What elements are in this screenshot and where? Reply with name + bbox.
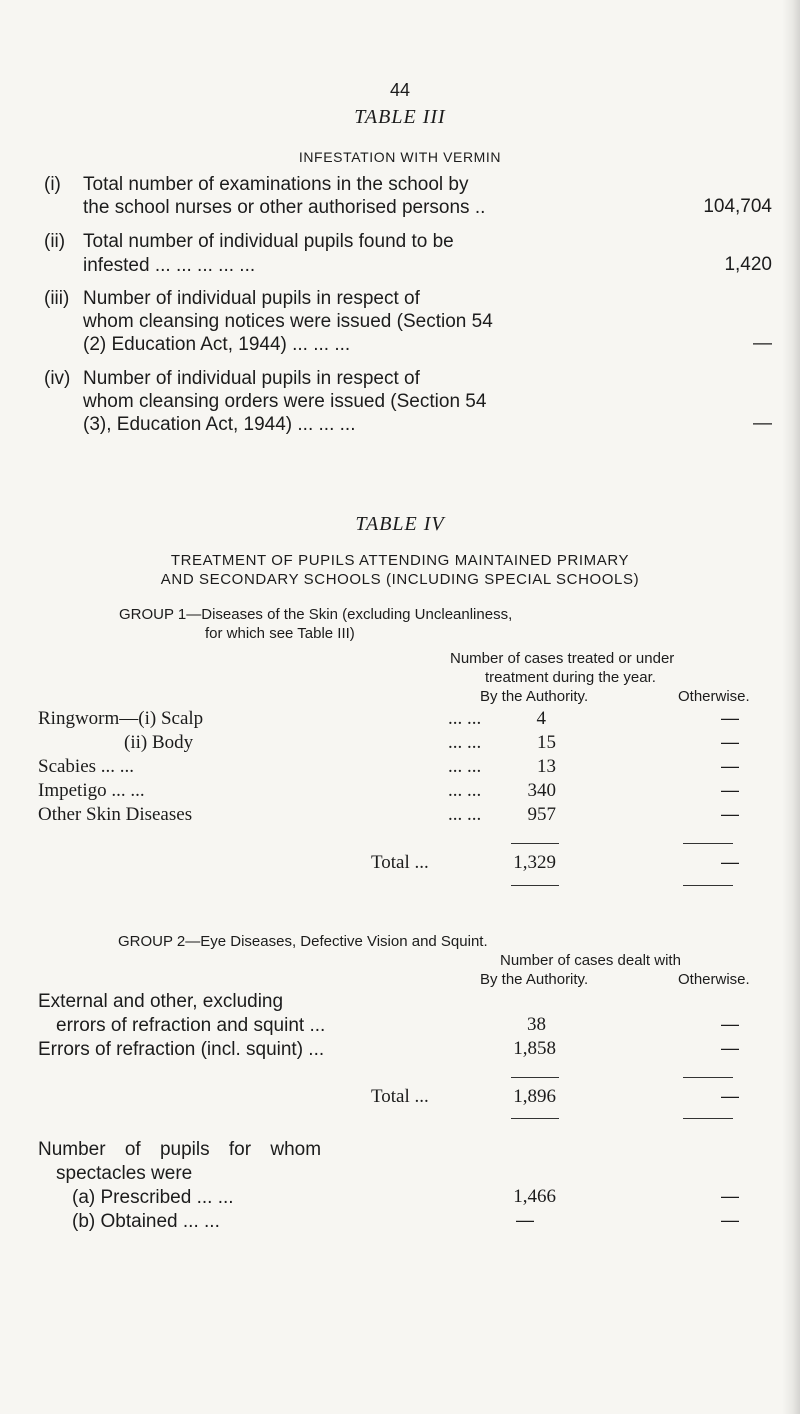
divider: [511, 843, 559, 844]
row-otherwise-value: —: [721, 1210, 739, 1230]
divider: [683, 1118, 733, 1119]
spectacles-heading-line2: spectacles were: [56, 1163, 193, 1184]
divider: [683, 843, 733, 844]
item-number: (ii): [44, 231, 66, 252]
group1-col-authority: By the Authority.: [480, 688, 589, 705]
item-number: (i): [44, 174, 61, 195]
total-otherwise-value: —: [721, 1086, 739, 1106]
item-value: 1,420: [724, 254, 772, 275]
row-label: (b) Obtained ... ...: [72, 1211, 220, 1232]
total-label: Total ...: [371, 852, 429, 873]
item-text-line: infested ... ... ... ... ...: [83, 255, 256, 276]
item-number: (iii): [44, 288, 70, 309]
group1-column-heading-line2: treatment during the year.: [485, 669, 656, 686]
total-authority-value: 1,329: [513, 852, 556, 873]
group2-column-heading: Number of cases dealt with: [500, 952, 681, 969]
row-otherwise-value: —: [721, 756, 739, 776]
group2-title: GROUP 2—Eye Diseases, Defective Vision and Squint.: [118, 933, 488, 950]
item-value: —: [753, 333, 772, 354]
divider: [511, 1077, 559, 1078]
item-text-line: (3), Education Act, 1944) ... ... ...: [83, 414, 356, 435]
row-otherwise-value: —: [721, 708, 739, 728]
row-authority-value: —: [516, 1210, 534, 1230]
spectacles-heading-line1: Number of pupils for whom: [38, 1139, 322, 1160]
row-dots: ... ...: [448, 708, 482, 729]
row-label: Ringworm—(i) Scalp: [38, 708, 204, 729]
row-dots: ... ...: [448, 780, 482, 801]
table3-subtitle: INFESTATION WITH VERMIN: [298, 149, 502, 165]
item-text-line: (2) Education Act, 1944) ... ... ...: [83, 334, 351, 355]
item-value: 104,704: [703, 196, 772, 217]
item-text-line: Number of individual pupils in respect of: [83, 368, 420, 389]
item-text-line: Total number of examinations in the school by: [83, 174, 469, 195]
row-authority-value: 38: [527, 1014, 546, 1035]
row-authority-value: 957: [527, 804, 556, 825]
row-authority-value: 1,858: [513, 1038, 556, 1059]
row-authority-value: 13: [537, 756, 556, 777]
item-text-line: Total number of individual pupils found to be: [83, 231, 454, 252]
item-value: —: [753, 413, 772, 434]
divider: [683, 885, 733, 886]
group2-col-otherwise: Otherwise.: [678, 971, 750, 988]
total-label: Total ...: [371, 1086, 429, 1107]
row-label: Scabies ... ...: [38, 756, 135, 777]
row-dots: ... ...: [448, 804, 482, 825]
row-authority-value: 15: [537, 732, 556, 753]
page-number: 44: [389, 80, 411, 100]
table4-title: TABLE IV: [355, 513, 445, 535]
row-label-line2: errors of refraction and squint ...: [56, 1015, 326, 1036]
item-text-line: the school nurses or other authorised persons ..: [83, 197, 486, 218]
table3-title: TABLE III: [354, 106, 446, 128]
item-text-line: Number of individual pupils in respect of: [83, 288, 420, 309]
divider: [511, 885, 559, 886]
row-label: Errors of refraction (incl. squint) ...: [38, 1039, 325, 1060]
group1-column-heading-line1: Number of cases treated or under: [450, 650, 675, 667]
group1-col-otherwise: Otherwise.: [678, 688, 750, 705]
row-label: Other Skin Diseases: [38, 804, 193, 825]
row-otherwise-value: —: [721, 732, 739, 752]
total-otherwise-value: —: [721, 852, 739, 872]
row-otherwise-value: —: [721, 1038, 739, 1058]
table4-heading-line2: AND SECONDARY SCHOOLS (INCLUDING SPECIAL SCHOOLS): [160, 571, 640, 588]
table4-heading-line1: TREATMENT OF PUPILS ATTENDING MAINTAINED PRIMARY: [170, 552, 630, 569]
item-number: (iv): [44, 368, 71, 389]
divider: [511, 1118, 559, 1119]
item-text-line: whom cleansing notices were issued (Section 54: [83, 311, 493, 332]
row-authority-value: 340: [527, 780, 556, 801]
group2-col-authority: By the Authority.: [480, 971, 589, 988]
item-text-line: whom cleansing orders were issued (Section 54: [83, 391, 487, 412]
row-label: Impetigo ... ...: [38, 780, 145, 801]
row-label: (a) Prescribed ... ...: [72, 1187, 234, 1208]
row-otherwise-value: —: [721, 1186, 739, 1206]
row-label: (ii) Body: [124, 732, 194, 753]
row-label-line1: External and other, excluding: [38, 991, 284, 1012]
row-otherwise-value: —: [721, 804, 739, 824]
total-authority-value: 1,896: [513, 1086, 556, 1107]
group1-title-line2: for which see Table III): [205, 625, 355, 642]
row-dots: ... ...: [448, 756, 482, 777]
row-otherwise-value: —: [721, 1014, 739, 1034]
row-dots: ... ...: [448, 732, 482, 753]
group1-title-line1: GROUP 1—Diseases of the Skin (excluding Uncleanliness,: [119, 606, 513, 623]
row-authority-value: 4: [536, 708, 546, 729]
divider: [683, 1077, 733, 1078]
page-edge-shadow: [782, 0, 800, 1414]
row-authority-value: 1,466: [513, 1186, 556, 1207]
row-otherwise-value: —: [721, 780, 739, 800]
